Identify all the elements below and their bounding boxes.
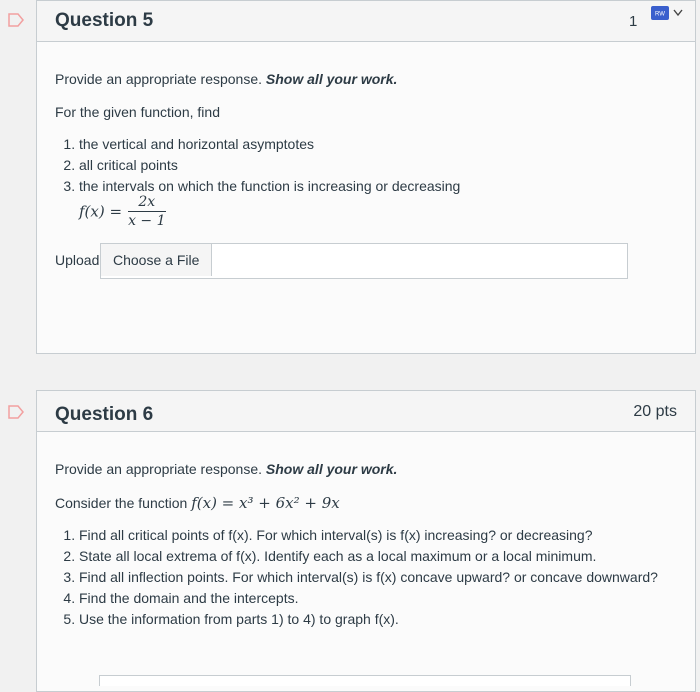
question-5-points: 1 [629,13,638,30]
list-item: 3. Find all inflection points. For which interval(s) is f(x) concave upward? or concave downward? [79,567,658,588]
points-area [629,5,689,30]
question-6-list [55,525,658,630]
choose-file-button[interactable]: Choose a File [101,244,212,276]
list-item: 3. the intervals on which the function is increasing or decreasing [79,176,460,197]
question-6-header [37,391,695,432]
svg-text:RW: RW [655,11,665,18]
question-5-instruction: Provide an appropriate response. Show all your work. [55,71,398,87]
list-item: 2. State all local extrema of f(x). Identify each as a local maximum or a local minimum. [79,546,658,567]
list-item: 1. Find all critical points of f(x). For which interval(s) is f(x) increasing? or decreasing? [79,525,658,546]
question-6-card [36,390,696,692]
list-item: 2. all critical points [79,155,460,176]
question-6-points: 20 pts [633,403,677,420]
list-item: 5. Use the information from parts 1) to 4) to graph f(x). [79,609,658,630]
question-5-list [55,134,460,197]
list-item: 4. Find the domain and the intercepts. [79,588,658,609]
question-6-instruction: Provide an appropriate response. Show all your work. [55,461,398,477]
list-item: 1. the vertical and horizontal asymptotes [79,134,460,155]
question-5-header [37,1,695,42]
chevron-down-icon[interactable] [673,9,683,17]
formula-fraction: $\frac{2x}{x - 1}$ [128,194,166,229]
extension-badge-icon[interactable] [651,6,669,20]
question-flag-icon[interactable] [8,13,24,27]
upload-row [55,243,647,277]
question-5-title: Question 5 [55,10,154,31]
question-6-title: Question 6 [55,404,154,425]
question-5-prompt: For the given function, find [55,104,220,120]
question-6-formula: f(x) = x³ + 6x² + 9x [191,494,340,512]
question-6-prompt: Consider the function f(x) = x³ + 6x² + 9x [55,494,340,512]
upload-field-top-edge [99,675,631,686]
file-upload-field[interactable] [100,243,628,279]
question-5-card [36,0,696,354]
question-5-formula: f(x) = $\frac{2x}{x - 1}$ [79,194,166,229]
upload-label: Upload [55,252,100,268]
question-flag-icon[interactable] [8,405,24,419]
